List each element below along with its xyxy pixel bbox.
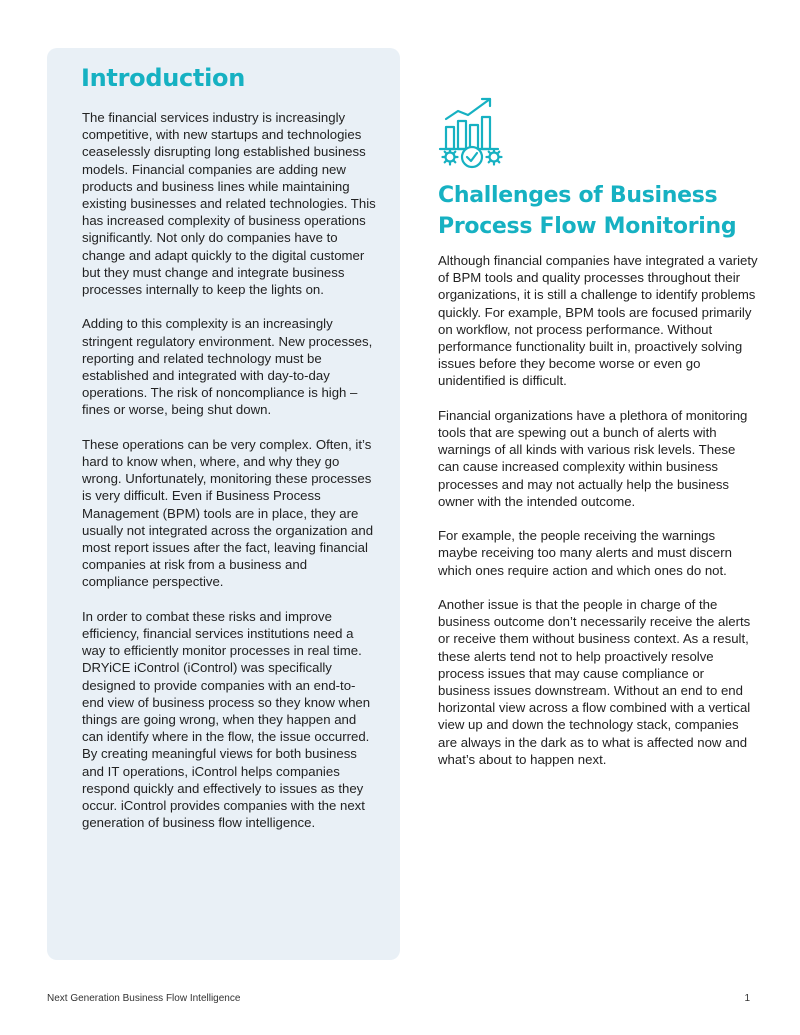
challenges-paragraph-2: Financial organizations have a plethora of monitoring tools that are spewing out a bunch of alerts with warnings of all kinds with various risk levels. These can cause increased complexity within business processes and may not actually help the business owner with the intended outcome. (438, 407, 748, 509)
footer-page-number: 1 (744, 993, 750, 1004)
introduction-heading: Introduction (81, 64, 245, 92)
intro-paragraph-2: Adding to this complexity is an increasingly stringent regulatory environment. New processes, reporting and related technology must be established and integrated with day-to-day operations. The risk of noncompliance is high – fines or worse, being shut down. (82, 316, 373, 418)
intro-paragraph-1: The financial services industry is increasingly competitive, with new startups and technologies ceaselessly disrupting long established business models. Financial companies are adding new products and business lines while maintaining existing businesses and related technologies. This has increased complexity of business operations significantly. Not only do companies have to change and adapt quickly to the digital customer but they must change and integrate business processes internally to keep the lights on. (82, 110, 376, 298)
challenges-body (438, 252, 758, 768)
introduction-body (82, 109, 376, 831)
footer-document-title: Next Generation Business Flow Intelligence (47, 993, 241, 1004)
chart-gears-check-icon (436, 95, 508, 171)
challenges-paragraph-3: For example, the people receiving the warnings maybe receiving too many alerts and must discern which ones require action and which ones do not. (438, 528, 732, 578)
challenges-paragraph-4: Another issue is that the people in charge of the business outcome don’t necessarily receive the alerts or receive them without business context. As a result, these alerts tend not to help proactively resolve process issues that may cause compliance or business issues downstream. Without an end to end horizontal view across a flow combined with a vertical view up and down the technology stack, companies are always in the dark as to what is affected now and what’s about to happen next. (438, 597, 751, 767)
challenges-heading: Challenges of Business Process Flow Monitoring (438, 183, 737, 239)
challenges-paragraph-1: Although financial companies have integrated a variety of BPM tools and quality processes throughout their organizations, it is still a challenge to identify problems quickly. For example, BPM tools are focused primarily on workflow, not process performance. Without performance functionality built in, proactively solving issues before they become worse or even go unidentified is difficult. (438, 253, 758, 389)
intro-paragraph-4: In order to combat these risks and improve efficiency, financial services institutions need a way to efficiently monitor processes in real time. DRYiCE iControl (iControl) was specifically designed to provide companies with an end-to-end view of business process so they know when things are going wrong, when they happen and can identify where in the flow, the issue occurred. By creating meaningful views for both business and IT operations, iControl helps companies respond quickly and effectively to issues as they occur. iControl provides companies with the next generation of business flow intelligence. (82, 608, 371, 831)
intro-paragraph-3: These operations can be very complex. Often, it’s hard to know when, where, and why they go wrong. Unfortunately, monitoring these processes is very difficult. Even if Business Process Management (BPM) tools are in place, they are usually not integrated across the organization and most report issues after the fact, leaving financial companies at risk from a business and compliance perspective. (82, 436, 374, 590)
